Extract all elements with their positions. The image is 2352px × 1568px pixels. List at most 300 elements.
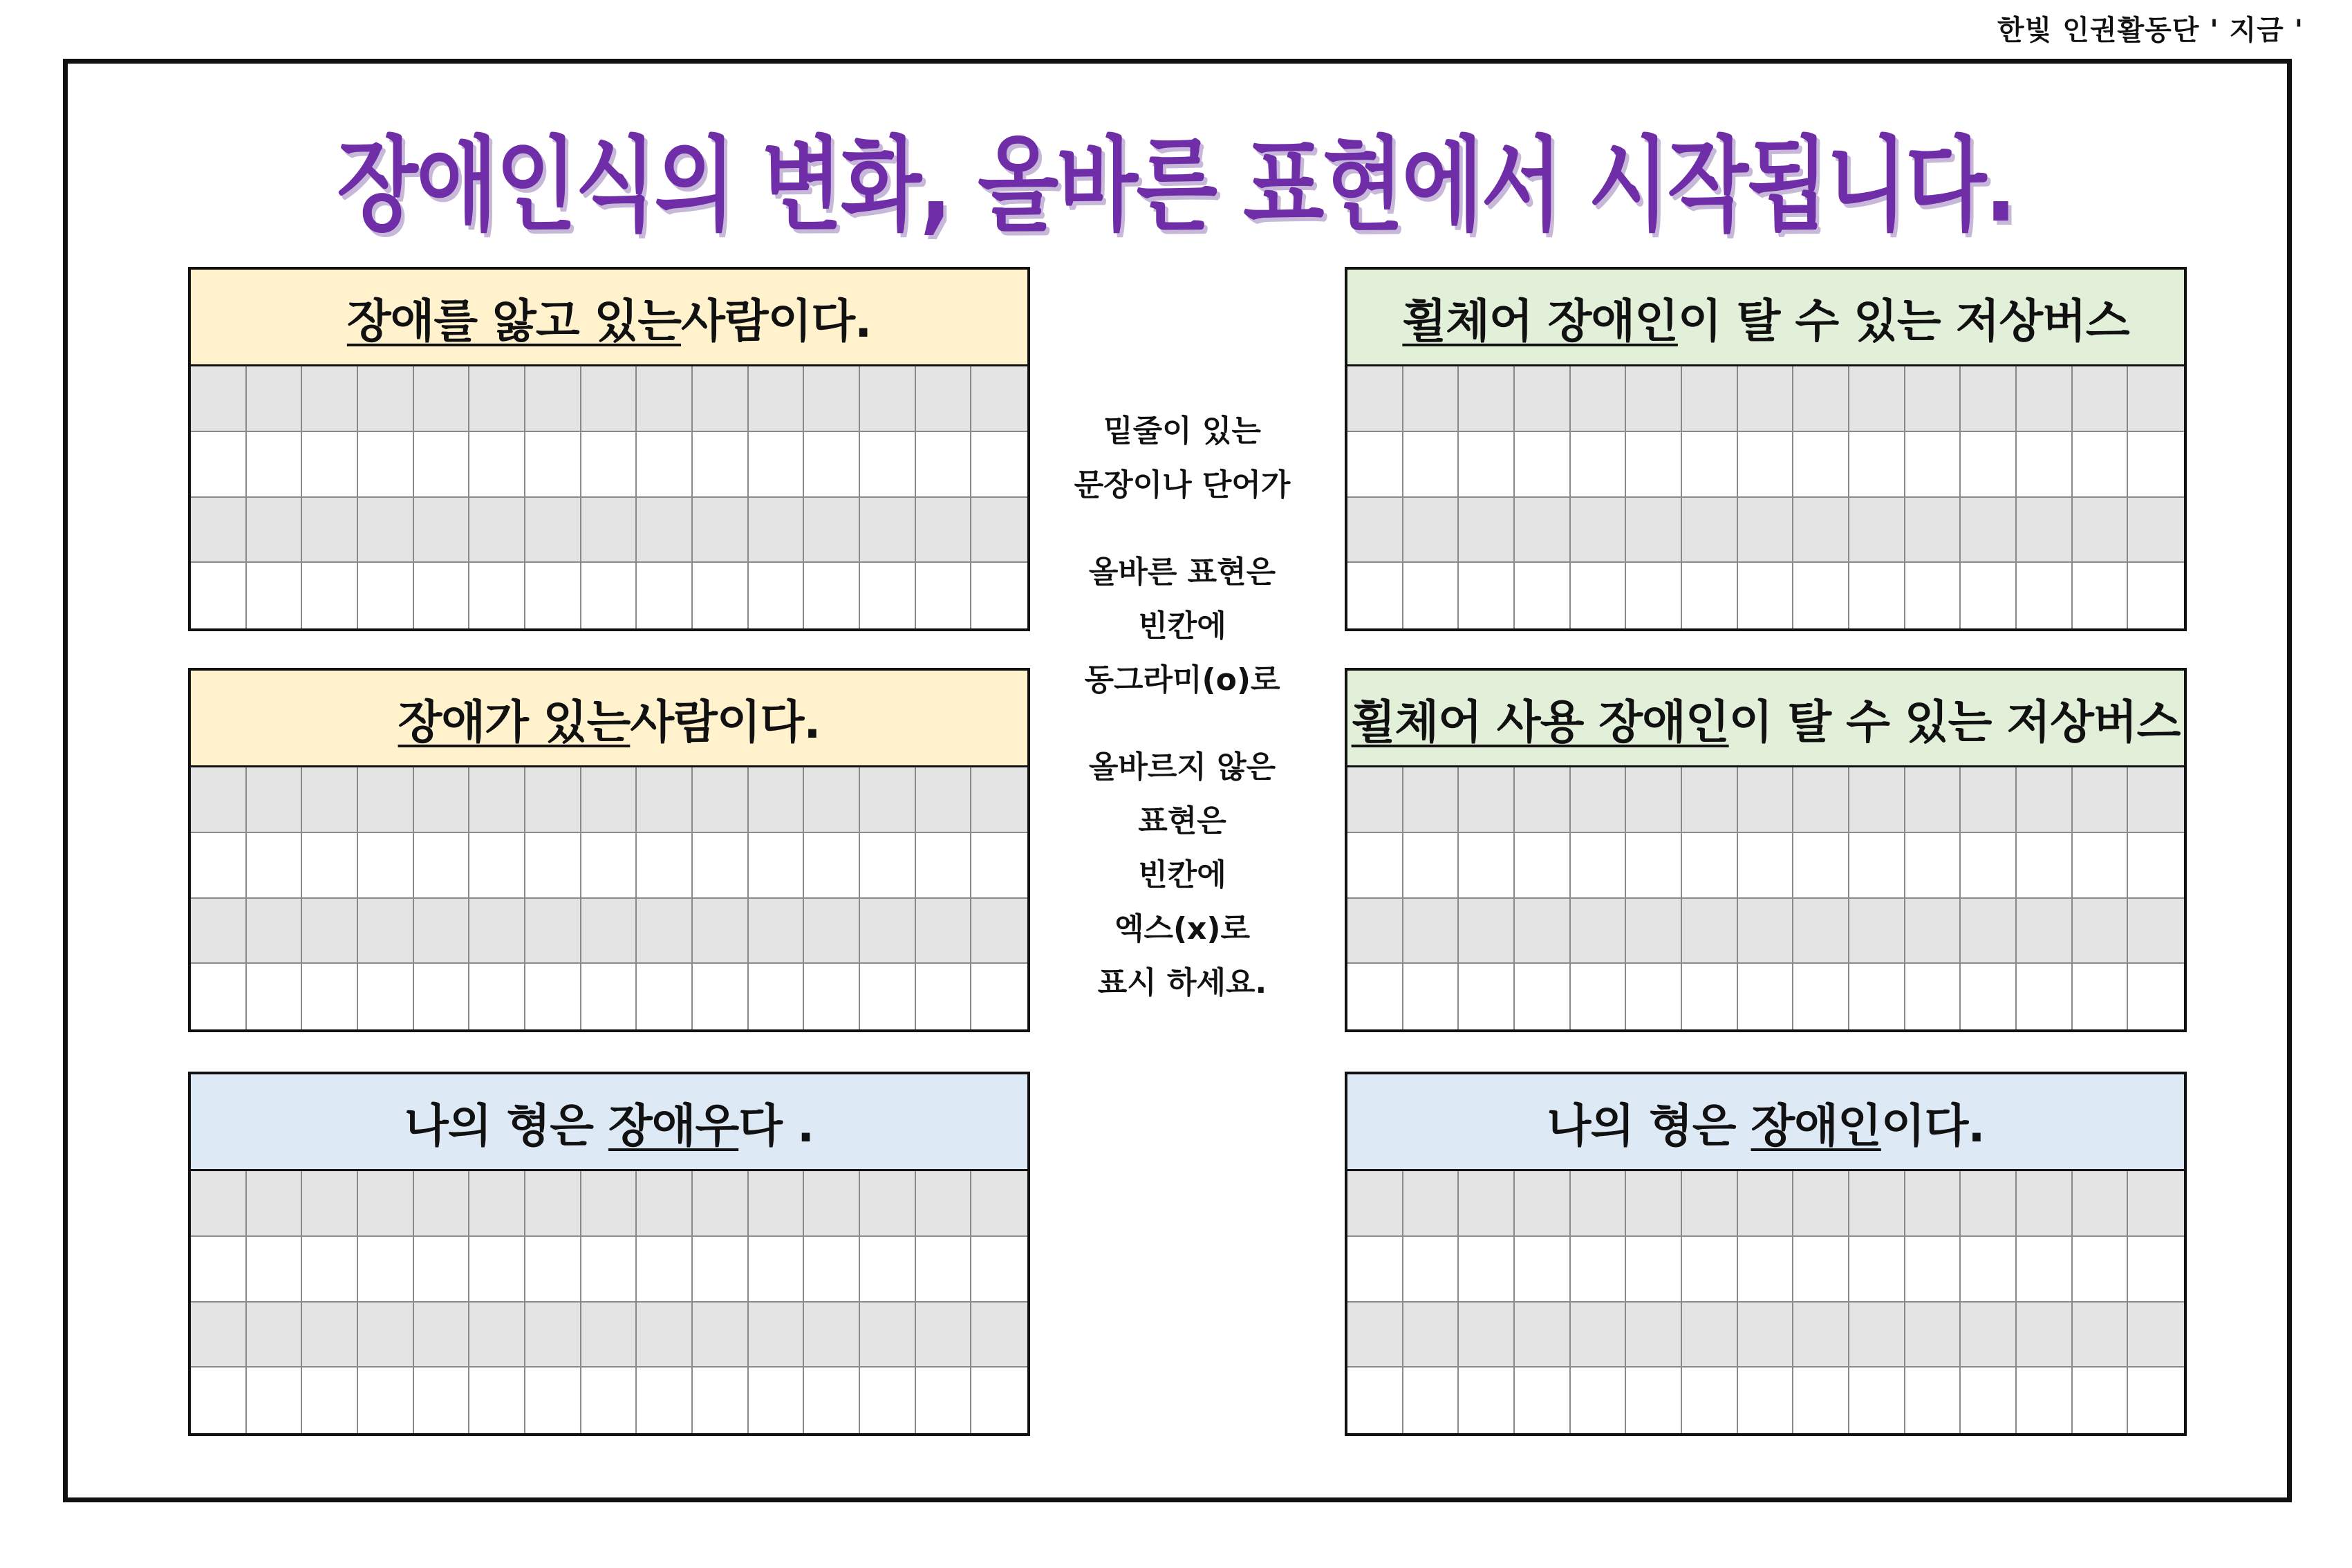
grid-cell[interactable] xyxy=(247,563,303,628)
grid-cell[interactable] xyxy=(2128,1368,2184,1433)
grid-cell[interactable] xyxy=(1961,767,2017,833)
grid-cell[interactable] xyxy=(414,563,470,628)
grid-cell[interactable] xyxy=(247,833,303,899)
grid-cell[interactable] xyxy=(302,899,358,964)
grid-cell[interactable] xyxy=(358,767,414,833)
grid-cell[interactable] xyxy=(191,498,247,563)
grid-cell[interactable] xyxy=(1849,767,1905,833)
grid-cell[interactable] xyxy=(1961,899,2017,964)
grid-cell[interactable] xyxy=(1961,833,2017,899)
grid-cell[interactable] xyxy=(1403,964,1459,1029)
grid-cell[interactable] xyxy=(1515,1237,1571,1303)
grid-cell[interactable] xyxy=(1459,563,1515,628)
grid-cell[interactable] xyxy=(2128,767,2184,833)
grid-cell[interactable] xyxy=(1515,498,1571,563)
grid-cell[interactable] xyxy=(1793,1368,1849,1433)
grid-cell[interactable] xyxy=(358,366,414,432)
grid-cell[interactable] xyxy=(1682,498,1738,563)
grid-cell[interactable] xyxy=(2073,964,2129,1029)
grid-cell[interactable] xyxy=(916,1237,972,1303)
grid-cell[interactable] xyxy=(469,1171,525,1237)
grid-cell[interactable] xyxy=(358,498,414,563)
grid-cell[interactable] xyxy=(1403,833,1459,899)
grid-cell[interactable] xyxy=(2017,899,2073,964)
grid-cell[interactable] xyxy=(1571,767,1627,833)
grid-cell[interactable] xyxy=(1682,1237,1738,1303)
grid-cell[interactable] xyxy=(1626,498,1682,563)
grid-cell[interactable] xyxy=(581,1368,637,1433)
grid-cell[interactable] xyxy=(1626,1171,1682,1237)
grid-cell[interactable] xyxy=(1515,1368,1571,1433)
grid-cell[interactable] xyxy=(1738,432,1794,498)
grid-cell[interactable] xyxy=(2128,1237,2184,1303)
grid-cell[interactable] xyxy=(1571,833,1627,899)
grid-cell[interactable] xyxy=(860,767,916,833)
grid-cell[interactable] xyxy=(2017,432,2073,498)
grid-cell[interactable] xyxy=(804,833,860,899)
grid-cell[interactable] xyxy=(525,366,581,432)
grid-cell[interactable] xyxy=(749,1368,805,1433)
grid-cell[interactable] xyxy=(1905,1237,1961,1303)
grid-cell[interactable] xyxy=(469,432,525,498)
grid-cell[interactable] xyxy=(916,1171,972,1237)
grid-cell[interactable] xyxy=(469,1237,525,1303)
grid-cell[interactable] xyxy=(2017,964,2073,1029)
grid-cell[interactable] xyxy=(916,899,972,964)
grid-cell[interactable] xyxy=(916,498,972,563)
grid-cell[interactable] xyxy=(469,1303,525,1368)
grid-cell[interactable] xyxy=(2017,767,2073,833)
grid-cell[interactable] xyxy=(302,1368,358,1433)
grid-cell[interactable] xyxy=(1626,964,1682,1029)
grid-cell[interactable] xyxy=(1515,767,1571,833)
grid-cell[interactable] xyxy=(1515,964,1571,1029)
grid-cell[interactable] xyxy=(971,833,1027,899)
grid-cell[interactable] xyxy=(1849,899,1905,964)
grid-cell[interactable] xyxy=(1459,1303,1515,1368)
grid-cell[interactable] xyxy=(358,899,414,964)
grid-cell[interactable] xyxy=(469,366,525,432)
grid-cell[interactable] xyxy=(1403,366,1459,432)
grid-cell[interactable] xyxy=(860,1171,916,1237)
grid-cell[interactable] xyxy=(1961,1171,2017,1237)
grid-cell[interactable] xyxy=(804,498,860,563)
grid-cell[interactable] xyxy=(860,498,916,563)
answer-grid[interactable] xyxy=(1347,1171,2184,1433)
grid-cell[interactable] xyxy=(1515,1303,1571,1368)
grid-cell[interactable] xyxy=(1626,1237,1682,1303)
grid-cell[interactable] xyxy=(693,899,749,964)
grid-cell[interactable] xyxy=(1347,1368,1403,1433)
grid-cell[interactable] xyxy=(1738,1237,1794,1303)
grid-cell[interactable] xyxy=(749,366,805,432)
grid-cell[interactable] xyxy=(1682,563,1738,628)
grid-cell[interactable] xyxy=(1571,1368,1627,1433)
grid-cell[interactable] xyxy=(1793,767,1849,833)
grid-cell[interactable] xyxy=(1626,563,1682,628)
grid-cell[interactable] xyxy=(1849,833,1905,899)
grid-cell[interactable] xyxy=(2073,1368,2129,1433)
grid-cell[interactable] xyxy=(1961,1303,2017,1368)
grid-cell[interactable] xyxy=(581,498,637,563)
grid-cell[interactable] xyxy=(1459,1171,1515,1237)
grid-cell[interactable] xyxy=(1459,767,1515,833)
grid-cell[interactable] xyxy=(1793,1237,1849,1303)
grid-cell[interactable] xyxy=(2073,767,2129,833)
grid-cell[interactable] xyxy=(414,1171,470,1237)
grid-cell[interactable] xyxy=(581,899,637,964)
grid-cell[interactable] xyxy=(191,366,247,432)
grid-cell[interactable] xyxy=(302,432,358,498)
grid-cell[interactable] xyxy=(804,899,860,964)
grid-cell[interactable] xyxy=(525,964,581,1029)
grid-cell[interactable] xyxy=(247,498,303,563)
grid-cell[interactable] xyxy=(525,1368,581,1433)
grid-cell[interactable] xyxy=(1571,432,1627,498)
grid-cell[interactable] xyxy=(971,498,1027,563)
grid-cell[interactable] xyxy=(749,432,805,498)
grid-cell[interactable] xyxy=(860,1303,916,1368)
grid-cell[interactable] xyxy=(1515,833,1571,899)
grid-cell[interactable] xyxy=(1961,498,2017,563)
grid-cell[interactable] xyxy=(2017,1303,2073,1368)
grid-cell[interactable] xyxy=(1682,1303,1738,1368)
grid-cell[interactable] xyxy=(1403,432,1459,498)
grid-cell[interactable] xyxy=(1905,1368,1961,1433)
grid-cell[interactable] xyxy=(525,432,581,498)
grid-cell[interactable] xyxy=(1738,498,1794,563)
grid-cell[interactable] xyxy=(749,1237,805,1303)
grid-cell[interactable] xyxy=(414,767,470,833)
grid-cell[interactable] xyxy=(1961,1368,2017,1433)
grid-cell[interactable] xyxy=(860,899,916,964)
grid-cell[interactable] xyxy=(1403,899,1459,964)
grid-cell[interactable] xyxy=(414,1303,470,1368)
grid-cell[interactable] xyxy=(1403,1368,1459,1433)
grid-cell[interactable] xyxy=(1682,833,1738,899)
grid-cell[interactable] xyxy=(469,498,525,563)
grid-cell[interactable] xyxy=(247,1171,303,1237)
grid-cell[interactable] xyxy=(916,563,972,628)
grid-cell[interactable] xyxy=(525,1171,581,1237)
grid-cell[interactable] xyxy=(1793,964,1849,1029)
grid-cell[interactable] xyxy=(1905,563,1961,628)
grid-cell[interactable] xyxy=(693,1303,749,1368)
grid-cell[interactable] xyxy=(1682,432,1738,498)
grid-cell[interactable] xyxy=(1347,498,1403,563)
grid-cell[interactable] xyxy=(2128,1303,2184,1368)
grid-cell[interactable] xyxy=(1347,899,1403,964)
grid-cell[interactable] xyxy=(971,563,1027,628)
grid-cell[interactable] xyxy=(693,1171,749,1237)
grid-cell[interactable] xyxy=(1347,432,1403,498)
grid-cell[interactable] xyxy=(1515,432,1571,498)
grid-cell[interactable] xyxy=(971,432,1027,498)
grid-cell[interactable] xyxy=(525,899,581,964)
grid-cell[interactable] xyxy=(191,1237,247,1303)
grid-cell[interactable] xyxy=(414,833,470,899)
grid-cell[interactable] xyxy=(2017,366,2073,432)
grid-cell[interactable] xyxy=(581,1303,637,1368)
grid-cell[interactable] xyxy=(469,964,525,1029)
grid-cell[interactable] xyxy=(358,1171,414,1237)
grid-cell[interactable] xyxy=(414,964,470,1029)
grid-cell[interactable] xyxy=(525,498,581,563)
grid-cell[interactable] xyxy=(414,1368,470,1433)
grid-cell[interactable] xyxy=(1347,833,1403,899)
grid-cell[interactable] xyxy=(749,1171,805,1237)
answer-grid[interactable] xyxy=(191,1171,1027,1433)
grid-cell[interactable] xyxy=(302,767,358,833)
grid-cell[interactable] xyxy=(247,767,303,833)
grid-cell[interactable] xyxy=(1849,563,1905,628)
grid-cell[interactable] xyxy=(1682,1368,1738,1433)
grid-cell[interactable] xyxy=(804,1368,860,1433)
grid-cell[interactable] xyxy=(358,1237,414,1303)
grid-cell[interactable] xyxy=(693,1237,749,1303)
grid-cell[interactable] xyxy=(1515,563,1571,628)
grid-cell[interactable] xyxy=(916,1303,972,1368)
grid-cell[interactable] xyxy=(1347,1303,1403,1368)
grid-cell[interactable] xyxy=(581,833,637,899)
grid-cell[interactable] xyxy=(358,1303,414,1368)
grid-cell[interactable] xyxy=(916,767,972,833)
grid-cell[interactable] xyxy=(2128,899,2184,964)
grid-cell[interactable] xyxy=(2128,833,2184,899)
grid-cell[interactable] xyxy=(1961,366,2017,432)
grid-cell[interactable] xyxy=(860,833,916,899)
grid-cell[interactable] xyxy=(637,899,693,964)
grid-cell[interactable] xyxy=(916,366,972,432)
grid-cell[interactable] xyxy=(916,432,972,498)
grid-cell[interactable] xyxy=(860,563,916,628)
grid-cell[interactable] xyxy=(1626,767,1682,833)
grid-cell[interactable] xyxy=(1571,1171,1627,1237)
grid-cell[interactable] xyxy=(749,563,805,628)
grid-cell[interactable] xyxy=(860,1368,916,1433)
grid-cell[interactable] xyxy=(860,1237,916,1303)
grid-cell[interactable] xyxy=(2017,563,2073,628)
grid-cell[interactable] xyxy=(302,498,358,563)
grid-cell[interactable] xyxy=(1793,1171,1849,1237)
grid-cell[interactable] xyxy=(2128,1171,2184,1237)
grid-cell[interactable] xyxy=(1849,366,1905,432)
grid-cell[interactable] xyxy=(749,899,805,964)
grid-cell[interactable] xyxy=(247,964,303,1029)
grid-cell[interactable] xyxy=(1459,1368,1515,1433)
grid-cell[interactable] xyxy=(693,366,749,432)
grid-cell[interactable] xyxy=(693,1368,749,1433)
grid-cell[interactable] xyxy=(414,366,470,432)
grid-cell[interactable] xyxy=(1793,563,1849,628)
grid-cell[interactable] xyxy=(1571,366,1627,432)
grid-cell[interactable] xyxy=(1403,1171,1459,1237)
grid-cell[interactable] xyxy=(1905,899,1961,964)
grid-cell[interactable] xyxy=(1571,563,1627,628)
grid-cell[interactable] xyxy=(1403,1303,1459,1368)
grid-cell[interactable] xyxy=(916,1368,972,1433)
grid-cell[interactable] xyxy=(1961,563,2017,628)
grid-cell[interactable] xyxy=(581,563,637,628)
grid-cell[interactable] xyxy=(302,833,358,899)
grid-cell[interactable] xyxy=(581,366,637,432)
grid-cell[interactable] xyxy=(1905,498,1961,563)
grid-cell[interactable] xyxy=(247,1237,303,1303)
grid-cell[interactable] xyxy=(302,964,358,1029)
grid-cell[interactable] xyxy=(2073,1171,2129,1237)
grid-cell[interactable] xyxy=(525,1237,581,1303)
grid-cell[interactable] xyxy=(1793,432,1849,498)
grid-cell[interactable] xyxy=(2073,1303,2129,1368)
grid-cell[interactable] xyxy=(2128,964,2184,1029)
grid-cell[interactable] xyxy=(1571,1237,1627,1303)
grid-cell[interactable] xyxy=(693,833,749,899)
grid-cell[interactable] xyxy=(302,1237,358,1303)
grid-cell[interactable] xyxy=(191,833,247,899)
grid-cell[interactable] xyxy=(749,498,805,563)
grid-cell[interactable] xyxy=(971,1171,1027,1237)
grid-cell[interactable] xyxy=(1849,1303,1905,1368)
grid-cell[interactable] xyxy=(358,563,414,628)
grid-cell[interactable] xyxy=(2017,1237,2073,1303)
grid-cell[interactable] xyxy=(1459,432,1515,498)
answer-grid[interactable] xyxy=(191,366,1027,628)
grid-cell[interactable] xyxy=(2073,833,2129,899)
grid-cell[interactable] xyxy=(1849,1368,1905,1433)
grid-cell[interactable] xyxy=(525,767,581,833)
grid-cell[interactable] xyxy=(860,432,916,498)
grid-cell[interactable] xyxy=(1515,899,1571,964)
grid-cell[interactable] xyxy=(247,432,303,498)
grid-cell[interactable] xyxy=(1738,964,1794,1029)
grid-cell[interactable] xyxy=(1347,366,1403,432)
grid-cell[interactable] xyxy=(749,964,805,1029)
grid-cell[interactable] xyxy=(191,432,247,498)
answer-grid[interactable] xyxy=(1347,767,2184,1029)
grid-cell[interactable] xyxy=(1347,1171,1403,1237)
grid-cell[interactable] xyxy=(804,1303,860,1368)
grid-cell[interactable] xyxy=(1571,498,1627,563)
grid-cell[interactable] xyxy=(804,366,860,432)
grid-cell[interactable] xyxy=(2073,1237,2129,1303)
grid-cell[interactable] xyxy=(191,1171,247,1237)
grid-cell[interactable] xyxy=(1738,563,1794,628)
grid-cell[interactable] xyxy=(693,964,749,1029)
grid-cell[interactable] xyxy=(749,833,805,899)
grid-cell[interactable] xyxy=(358,1368,414,1433)
grid-cell[interactable] xyxy=(971,1368,1027,1433)
grid-cell[interactable] xyxy=(2017,1171,2073,1237)
grid-cell[interactable] xyxy=(1738,767,1794,833)
grid-cell[interactable] xyxy=(1961,432,2017,498)
grid-cell[interactable] xyxy=(1738,1303,1794,1368)
grid-cell[interactable] xyxy=(637,563,693,628)
grid-cell[interactable] xyxy=(804,563,860,628)
grid-cell[interactable] xyxy=(1459,366,1515,432)
grid-cell[interactable] xyxy=(2017,833,2073,899)
grid-cell[interactable] xyxy=(2128,563,2184,628)
grid-cell[interactable] xyxy=(1682,1171,1738,1237)
grid-cell[interactable] xyxy=(1905,432,1961,498)
grid-cell[interactable] xyxy=(1849,432,1905,498)
grid-cell[interactable] xyxy=(1459,1237,1515,1303)
grid-cell[interactable] xyxy=(2073,432,2129,498)
grid-cell[interactable] xyxy=(581,1237,637,1303)
grid-cell[interactable] xyxy=(469,1368,525,1433)
grid-cell[interactable] xyxy=(302,563,358,628)
grid-cell[interactable] xyxy=(804,1171,860,1237)
grid-cell[interactable] xyxy=(581,432,637,498)
grid-cell[interactable] xyxy=(1905,366,1961,432)
grid-cell[interactable] xyxy=(191,1368,247,1433)
grid-cell[interactable] xyxy=(1849,964,1905,1029)
grid-cell[interactable] xyxy=(469,833,525,899)
grid-cell[interactable] xyxy=(860,366,916,432)
grid-cell[interactable] xyxy=(581,964,637,1029)
grid-cell[interactable] xyxy=(637,1303,693,1368)
grid-cell[interactable] xyxy=(637,366,693,432)
grid-cell[interactable] xyxy=(358,964,414,1029)
grid-cell[interactable] xyxy=(1403,498,1459,563)
grid-cell[interactable] xyxy=(525,563,581,628)
grid-cell[interactable] xyxy=(804,964,860,1029)
grid-cell[interactable] xyxy=(1793,366,1849,432)
grid-cell[interactable] xyxy=(469,767,525,833)
grid-cell[interactable] xyxy=(1347,964,1403,1029)
grid-cell[interactable] xyxy=(1682,366,1738,432)
grid-cell[interactable] xyxy=(637,833,693,899)
grid-cell[interactable] xyxy=(1738,1171,1794,1237)
answer-grid[interactable] xyxy=(191,767,1027,1029)
grid-cell[interactable] xyxy=(1459,964,1515,1029)
grid-cell[interactable] xyxy=(637,767,693,833)
grid-cell[interactable] xyxy=(1626,432,1682,498)
grid-cell[interactable] xyxy=(247,1368,303,1433)
grid-cell[interactable] xyxy=(1793,1303,1849,1368)
grid-cell[interactable] xyxy=(971,767,1027,833)
grid-cell[interactable] xyxy=(1961,1237,2017,1303)
grid-cell[interactable] xyxy=(693,498,749,563)
grid-cell[interactable] xyxy=(637,498,693,563)
grid-cell[interactable] xyxy=(2073,498,2129,563)
grid-cell[interactable] xyxy=(2128,498,2184,563)
grid-cell[interactable] xyxy=(1738,833,1794,899)
grid-cell[interactable] xyxy=(1515,366,1571,432)
grid-cell[interactable] xyxy=(1459,899,1515,964)
grid-cell[interactable] xyxy=(247,366,303,432)
grid-cell[interactable] xyxy=(414,498,470,563)
grid-cell[interactable] xyxy=(1347,563,1403,628)
grid-cell[interactable] xyxy=(1571,1303,1627,1368)
grid-cell[interactable] xyxy=(1626,1368,1682,1433)
grid-cell[interactable] xyxy=(637,964,693,1029)
grid-cell[interactable] xyxy=(693,563,749,628)
grid-cell[interactable] xyxy=(1849,498,1905,563)
grid-cell[interactable] xyxy=(749,1303,805,1368)
grid-cell[interactable] xyxy=(469,899,525,964)
grid-cell[interactable] xyxy=(749,767,805,833)
grid-cell[interactable] xyxy=(804,432,860,498)
grid-cell[interactable] xyxy=(1905,767,1961,833)
grid-cell[interactable] xyxy=(191,563,247,628)
grid-cell[interactable] xyxy=(916,833,972,899)
grid-cell[interactable] xyxy=(1682,767,1738,833)
grid-cell[interactable] xyxy=(247,899,303,964)
grid-cell[interactable] xyxy=(1347,1237,1403,1303)
grid-cell[interactable] xyxy=(414,432,470,498)
grid-cell[interactable] xyxy=(1626,1303,1682,1368)
grid-cell[interactable] xyxy=(2073,899,2129,964)
